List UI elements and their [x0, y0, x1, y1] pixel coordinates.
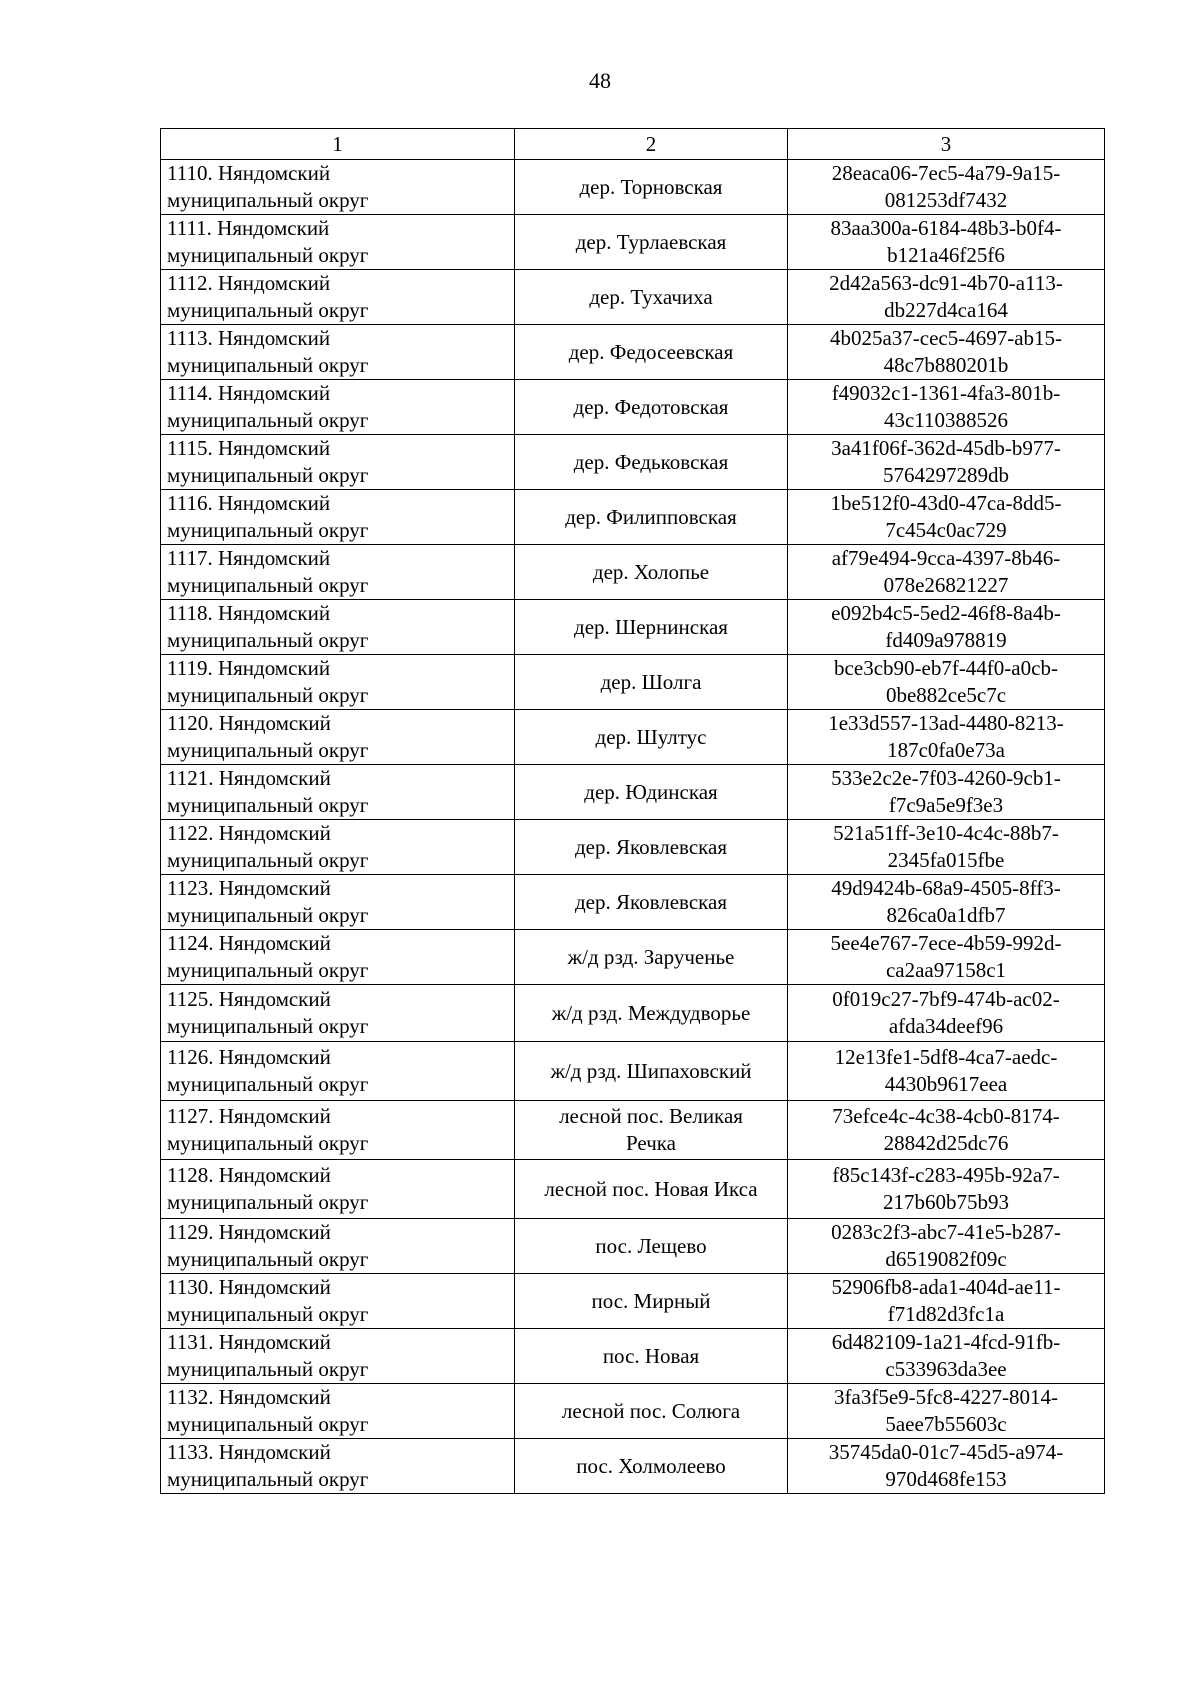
settlement-cell	[515, 985, 788, 1042]
guid-cell	[788, 160, 1105, 215]
district-cell	[161, 820, 515, 875]
guid-part-2: 43c110388526	[883, 408, 1009, 432]
district-cell	[161, 875, 515, 930]
district-type: муниципальный округ	[167, 188, 369, 212]
district-type: муниципальный округ	[167, 1131, 369, 1155]
guid-part-2: c533963da3ee	[885, 1357, 1007, 1381]
table-row	[161, 820, 1105, 875]
settlement-name: дер. Филипповская	[565, 504, 737, 529]
district-name: 1133. Няндомский	[167, 1440, 331, 1464]
guid-part-2: f71d82d3fc1a	[887, 1302, 1005, 1326]
settlement-cell	[515, 325, 788, 380]
guid-cell	[788, 1384, 1105, 1439]
guid-cell	[788, 215, 1105, 270]
district-name: 1115. Няндомский	[167, 436, 331, 460]
district-name: 1125. Няндомский	[167, 987, 331, 1011]
district-name: 1131. Няндомский	[167, 1330, 331, 1354]
district-name: 1118. Няндомский	[167, 601, 331, 625]
table-row	[161, 600, 1105, 655]
guid-part-1: af79e494-9cca-4397-8b46-	[831, 546, 1061, 570]
guid-cell	[788, 490, 1105, 545]
district-type: муниципальный округ	[167, 848, 369, 872]
settlement-name: ж/д рзд. Шипаховский	[550, 1058, 752, 1083]
guid-part-2: b121a46f25f6	[887, 243, 1005, 267]
settlement-name: лесной пос. Солюга	[561, 1398, 741, 1423]
district-name: 1123. Няндомский	[167, 876, 331, 900]
settlement-name-continued: Речка	[626, 1131, 676, 1155]
table-row	[161, 215, 1105, 270]
guid-part-2: fd409a978819	[885, 628, 1007, 652]
district-name: 1119. Няндомский	[167, 656, 331, 680]
settlement-name: дер. Федосеевская	[568, 339, 734, 364]
district-cell	[161, 1274, 515, 1329]
guid-part-1: f85c143f-c283-495b-92a7-	[832, 1163, 1060, 1187]
table-row	[161, 490, 1105, 545]
district-type: муниципальный округ	[167, 1467, 369, 1491]
settlement-name: пос. Холмолеево	[576, 1453, 726, 1478]
district-type: муниципальный округ	[167, 408, 369, 432]
settlement-name: дер. Федотовская	[573, 394, 729, 419]
settlement-name: дер. Тухачиха	[589, 284, 713, 309]
district-name: 1122. Няндомский	[167, 821, 331, 845]
settlement-cell	[515, 875, 788, 930]
guid-part-1: 1e33d557-13ad-4480-8213-	[828, 711, 1064, 735]
guid-cell	[788, 820, 1105, 875]
guid-cell	[788, 1042, 1105, 1101]
district-cell	[161, 215, 515, 270]
settlement-name: дер. Юдинская	[584, 779, 718, 804]
guid-part-1: 28eaca06-7ec5-4a79-9a15-	[831, 161, 1061, 185]
table-row	[161, 710, 1105, 765]
settlements-table	[160, 128, 1105, 1494]
settlement-name: ж/д рзд. Зарученье	[567, 944, 735, 969]
settlement-name: дер. Яковлевская	[574, 834, 728, 859]
district-type: муниципальный округ	[167, 903, 369, 927]
guid-part-1: bce3cb90-eb7f-44f0-a0cb-	[834, 656, 1058, 680]
guid-part-1: 0283c2f3-abc7-41e5-b287-	[831, 1220, 1061, 1244]
table-row	[161, 1101, 1105, 1160]
settlement-name: дер. Шолга	[600, 669, 702, 694]
district-name: 1128. Няндомский	[167, 1163, 331, 1187]
guid-part-2: 826ca0a1dfb7	[886, 903, 1006, 927]
district-cell	[161, 1384, 515, 1439]
guid-part-2: 078e26821227	[883, 573, 1009, 597]
settlement-name: лесной пос. Новая Икса	[544, 1176, 758, 1201]
guid-cell	[788, 270, 1105, 325]
settlement-cell	[515, 215, 788, 270]
settlement-name: дер. Турлаевская	[575, 229, 727, 254]
guid-part-2: db227d4ca164	[884, 298, 1008, 322]
table-row	[161, 435, 1105, 490]
district-cell	[161, 325, 515, 380]
settlement-cell	[515, 1042, 788, 1101]
settlement-name: дер. Шултус	[595, 724, 707, 749]
guid-part-1: 2d42a563-dc91-4b70-a113-	[829, 271, 1063, 295]
settlement-name: дер. Холопье	[592, 559, 710, 584]
guid-cell	[788, 1101, 1105, 1160]
guid-part-1: 521a51ff-3e10-4c4c-88b7-	[833, 821, 1059, 845]
district-cell	[161, 1439, 515, 1494]
table-row	[161, 1160, 1105, 1219]
table-row	[161, 875, 1105, 930]
guid-cell	[788, 1439, 1105, 1494]
column-header-2: 2	[515, 129, 788, 160]
district-type: муниципальный округ	[167, 738, 369, 762]
settlement-cell	[515, 380, 788, 435]
district-name: 1110. Няндомский	[167, 161, 331, 185]
district-type: муниципальный округ	[167, 1357, 369, 1381]
guid-part-2: d6519082f09c	[885, 1247, 1007, 1271]
settlement-cell	[515, 820, 788, 875]
settlement-cell	[515, 1101, 788, 1160]
guid-part-1: 6d482109-1a21-4fcd-91fb-	[831, 1330, 1061, 1354]
guid-cell	[788, 930, 1105, 985]
district-name: 1114. Няндомский	[167, 381, 331, 405]
guid-part-2: 217b60b75b93	[883, 1190, 1009, 1214]
district-cell	[161, 985, 515, 1042]
district-name: 1127. Няндомский	[167, 1104, 331, 1128]
guid-part-1: 52906fb8-ada1-404d-ae11-	[831, 1275, 1061, 1299]
district-type: муниципальный округ	[167, 1072, 369, 1096]
guid-part-2: 5764297289db	[883, 463, 1009, 487]
district-cell	[161, 1042, 515, 1101]
guid-part-2: 0be882ce5c7c	[885, 683, 1007, 707]
guid-part-2: 970d468fe153	[885, 1467, 1007, 1491]
district-cell	[161, 1219, 515, 1274]
district-type: муниципальный округ	[167, 1014, 369, 1038]
district-cell	[161, 1160, 515, 1219]
guid-part-1: 3fa3f5e9-5fc8-4227-8014-	[834, 1385, 1058, 1409]
district-type: муниципальный округ	[167, 298, 369, 322]
district-cell	[161, 600, 515, 655]
settlement-name: лесной пос. Великая	[559, 1104, 743, 1128]
table-row	[161, 270, 1105, 325]
guid-cell	[788, 600, 1105, 655]
district-name: 1130. Няндомский	[167, 1275, 331, 1299]
district-cell	[161, 1329, 515, 1384]
guid-cell	[788, 325, 1105, 380]
guid-part-2: 187c0fa0e73a	[887, 738, 1005, 762]
guid-part-2: 081253df7432	[884, 188, 1008, 212]
table-row	[161, 1384, 1105, 1439]
settlement-cell	[515, 160, 788, 215]
district-name: 1113. Няндомский	[167, 326, 331, 350]
guid-cell	[788, 1274, 1105, 1329]
guid-part-1: 4b025a37-cec5-4697-ab15-	[829, 326, 1063, 350]
settlement-cell	[515, 600, 788, 655]
guid-cell	[788, 545, 1105, 600]
district-type: муниципальный округ	[167, 793, 369, 817]
district-cell	[161, 930, 515, 985]
district-name: 1132. Няндомский	[167, 1385, 331, 1409]
guid-cell	[788, 1160, 1105, 1219]
settlement-name: дер. Яковлевская	[574, 889, 728, 914]
district-cell	[161, 160, 515, 215]
table-row	[161, 930, 1105, 985]
district-name: 1112. Няндомский	[167, 271, 331, 295]
column-header-1: 1	[161, 129, 515, 160]
table-row	[161, 985, 1105, 1042]
guid-part-1: 35745da0-01c7-45d5-a974-	[828, 1440, 1064, 1464]
guid-part-2: 2345fa015fbe	[887, 848, 1005, 872]
table-row	[161, 1274, 1105, 1329]
district-name: 1124. Няндомский	[167, 931, 331, 955]
guid-part-1: f49032c1-1361-4fa3-801b-	[831, 381, 1061, 405]
district-name: 1121. Няндомский	[167, 766, 331, 790]
guid-cell	[788, 435, 1105, 490]
district-type: муниципальный округ	[167, 628, 369, 652]
table-row	[161, 1219, 1105, 1274]
district-type: муниципальный округ	[167, 1302, 369, 1326]
guid-part-1: e092b4c5-5ed2-46f8-8a4b-	[831, 601, 1061, 625]
guid-cell	[788, 985, 1105, 1042]
guid-cell	[788, 875, 1105, 930]
district-name: 1117. Няндомский	[167, 546, 331, 570]
district-name: 1111. Няндомский	[167, 216, 330, 240]
guid-part-1: 73efce4c-4c38-4cb0-8174-	[832, 1104, 1060, 1128]
guid-part-2: 28842d25dc76	[883, 1131, 1009, 1155]
guid-part-2: ca2aa97158c1	[885, 958, 1007, 982]
settlement-cell	[515, 270, 788, 325]
settlement-name: дер. Федьковская	[573, 449, 729, 474]
settlement-name: пос. Новая	[602, 1343, 700, 1368]
settlement-name: ж/д рзд. Междудворье	[551, 1000, 751, 1025]
settlement-cell	[515, 545, 788, 600]
guid-part-1: 533e2c2e-7f03-4260-9cb1-	[831, 766, 1061, 790]
page-number: 48	[589, 68, 611, 93]
district-cell	[161, 270, 515, 325]
guid-part-2: afda34deef96	[888, 1014, 1004, 1038]
settlement-cell	[515, 1274, 788, 1329]
settlement-cell	[515, 710, 788, 765]
guid-part-1: 83aa300a-6184-48b3-b0f4-	[830, 216, 1062, 240]
guid-cell	[788, 1329, 1105, 1384]
district-cell	[161, 490, 515, 545]
district-name: 1120. Няндомский	[167, 711, 331, 735]
district-cell	[161, 765, 515, 820]
table-row	[161, 380, 1105, 435]
district-name: 1116. Няндомский	[167, 491, 331, 515]
guid-cell	[788, 710, 1105, 765]
district-type: муниципальный округ	[167, 1190, 369, 1214]
district-cell	[161, 435, 515, 490]
table-row	[161, 325, 1105, 380]
table-row	[161, 765, 1105, 820]
settlement-cell	[515, 930, 788, 985]
table-row	[161, 160, 1105, 215]
guid-part-2: 48c7b880201b	[883, 353, 1009, 377]
table-row	[161, 655, 1105, 710]
guid-cell	[788, 765, 1105, 820]
district-type: муниципальный округ	[167, 1247, 369, 1271]
guid-cell	[788, 380, 1105, 435]
guid-part-2: 5aee7b55603c	[885, 1412, 1007, 1436]
guid-part-1: 12e13fe1-5df8-4ca7-aedc-	[834, 1045, 1058, 1069]
guid-part-1: 0f019c27-7bf9-474b-ac02-	[832, 987, 1060, 1011]
table-body	[161, 160, 1105, 1494]
settlement-cell	[515, 765, 788, 820]
table-row	[161, 1439, 1105, 1494]
guid-part-1: 5ee4e767-7ece-4b59-992d-	[830, 931, 1062, 955]
district-type: муниципальный округ	[167, 353, 369, 377]
settlement-name: пос. Лещево	[595, 1233, 707, 1258]
table-row	[161, 1329, 1105, 1384]
settlement-cell	[515, 490, 788, 545]
settlement-cell	[515, 1384, 788, 1439]
district-type: муниципальный округ	[167, 573, 369, 597]
guid-part-1: 49d9424b-68a9-4505-8ff3-	[831, 876, 1061, 900]
district-type: муниципальный округ	[167, 683, 369, 707]
column-header-3: 3	[788, 129, 1105, 160]
table-row	[161, 1042, 1105, 1101]
district-type: муниципальный округ	[167, 1412, 369, 1436]
guid-part-2: 4430b9617eea	[884, 1072, 1008, 1096]
table-header	[161, 129, 1105, 160]
district-name: 1126. Няндомский	[167, 1045, 331, 1069]
settlement-cell	[515, 1439, 788, 1494]
guid-cell	[788, 655, 1105, 710]
district-type: муниципальный округ	[167, 958, 369, 982]
district-type: муниципальный округ	[167, 518, 369, 542]
guid-part-1: 1be512f0-43d0-47ca-8dd5-	[830, 491, 1062, 515]
guid-part-2: f7c9a5e9f3e3	[888, 793, 1004, 817]
settlement-name: пос. Мирный	[591, 1288, 711, 1313]
settlement-cell	[515, 1160, 788, 1219]
district-cell	[161, 1101, 515, 1160]
guid-part-1: 3a41f06f-362d-45db-b977-	[831, 436, 1061, 460]
district-name: 1129. Няндомский	[167, 1220, 331, 1244]
district-type: муниципальный округ	[167, 463, 369, 487]
settlement-cell	[515, 1219, 788, 1274]
settlement-name: дер. Торновская	[579, 174, 723, 199]
guid-cell	[788, 1219, 1105, 1274]
settlement-name: дер. Шернинская	[574, 614, 728, 639]
guid-part-2: 7c454c0ac729	[885, 518, 1007, 542]
settlement-cell	[515, 1329, 788, 1384]
table-row	[161, 545, 1105, 600]
district-type: муниципальный округ	[167, 243, 369, 267]
district-cell	[161, 545, 515, 600]
district-cell	[161, 710, 515, 765]
settlement-cell	[515, 435, 788, 490]
header-row	[161, 129, 1105, 160]
district-cell	[161, 380, 515, 435]
district-cell	[161, 655, 515, 710]
settlement-cell	[515, 655, 788, 710]
